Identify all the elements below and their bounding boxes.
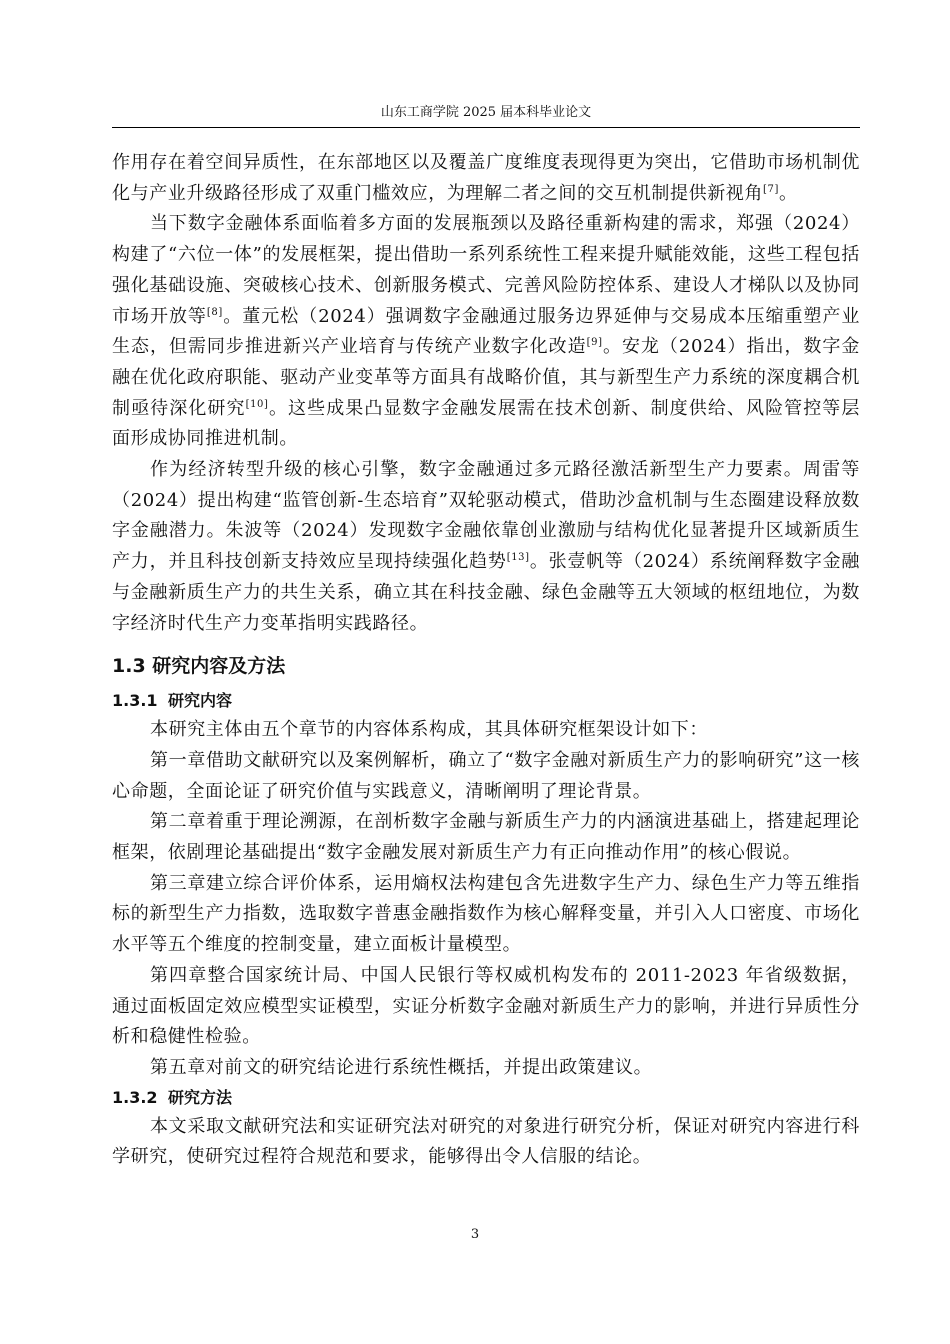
subsection-heading-1-3-2 <box>112 1086 860 1110</box>
citation-10: [10] <box>245 398 269 410</box>
content-paragraph: 第二章着重于理论溯源，在剖析数字金融与新质生产力的内涵演进基础上，搭建起理论框架，依剧理论基础提出“数字金融发展对新质生产力有正向推动作用”的核心假说。 <box>112 811 860 864</box>
p1-text-b: 。 <box>778 182 798 204</box>
page-body <box>112 148 860 1173</box>
subsection-number: 1.3.1 <box>112 691 158 711</box>
p2-text-d: 。这些成果凸显数字金融发展需在技术创新、制度供给、风险管控等层面形成协同推进机制。 <box>112 397 860 450</box>
p1-text-a: 作用存在着空间异质性，在东部地区以及覆盖广度维度表现得更为突出，它借助市场机制优化与产业升级路径形成了双重门槛效应，为理解二者之间的交互机制提供新视角 <box>112 152 860 204</box>
p3-text-a: 作为经济转型升级的核心引擎，数字金融通过多元路径激活新型生产力要素。周雷等（2024）提出构建“监管创新-生态培育”双轮驱动模式，借助沙盒机制与生态圈建设释放数字金融潜力。朱波等（2024）发现数字金融依靠创业激励与结构优化显著提升区域新质生产力，并且科技创新支持效应呈现持续强化趋势 <box>112 459 860 573</box>
content-paragraph: 第一章借助文献研究以及案例解析，确立了“数字金融对新质生产力的影响研究”这一核心命题，全面论证了研究价值与实践意义，清晰阐明了理论背景。 <box>112 749 860 802</box>
subsection-number: 1.3.2 <box>112 1087 158 1107</box>
subsection-heading-1-3-1 <box>112 689 860 713</box>
running-header: 山东工商学院 2025 届本科毕业论文 <box>380 105 592 120</box>
p3-text-b: 。张壹帆等（2024）系统阐释数字金融与金融新质生产力的共生关系，确立其在科技金融、绿色金融等五大领域的枢纽地位，为数字经济时代生产力变革指明实践路径。 <box>112 551 860 634</box>
header-rule <box>112 127 860 128</box>
content-paragraph: 本研究主体由五个章节的内容体系构成，其具体研究框架设计如下： <box>150 719 708 741</box>
p2-text-c: 。安龙（2024）指出，数字金融在优化政府职能、驱动产业变革等方面具有战略价值，其与新型生产力系统的深度耦合机制亟待深化研究 <box>112 336 860 419</box>
subsection-title: 研究内容 <box>168 691 233 711</box>
section-heading-1-3: 1.3 研究内容及方法 <box>112 655 286 678</box>
citation-13: [13] <box>506 552 530 564</box>
p2-text-b: 。董元松（2024）强调数字金融通过服务边界延伸与交易成本压缩重塑产业生态，但需同步推进新兴产业培育与传统产业数字化改造 <box>112 305 860 358</box>
p2-text-a: 当下数字金融体系面临着多方面的发展瓶颈以及路径重新构建的需求，郑强（2024）构建了“六位一体”的发展框架，提出借助一系列系统性工程来提升赋能效能，这些工程包括强化基础设施、突破核心技术、创新服务模式、完善风险防控体系、建设人才梯队以及协同市场开放等 <box>112 213 860 327</box>
methods-paragraph: 本文采取文献研究法和实证研究法对研究的对象进行研究分析，保证对研究内容进行科学研究，使研究过程符合规范和要求，能够得出令人信服的结论。 <box>112 1115 860 1168</box>
content-paragraph: 第四章整合国家统计局、中国人民银行等权威机构发布的 2011-2023 年省级数据，通过面板固定效应模型实证模型，实证分析数字金融对新质生产力的影响，并进行异质性分析和稳健性检验。 <box>112 964 860 1048</box>
subsection-title: 研究方法 <box>168 1087 233 1107</box>
citation-7: [7] <box>763 183 779 195</box>
paragraph-2 <box>112 209 860 455</box>
citation-8: [8] <box>206 306 223 318</box>
content-paragraph: 第五章对前文的研究结论进行系统性概括，并提出政策建议。 <box>150 1056 653 1078</box>
page-number: 3 <box>470 1227 480 1242</box>
citation-9: [9] <box>586 337 603 349</box>
content-paragraph: 第三章建立综合评价体系，运用熵权法构建包含先进数字生产力、绿色生产力等五维指标的新型生产力指数，选取数字普惠金融指数作为核心解释变量，并引入人口密度、市场化水平等五个维度的控制变量，建立面板计量模型。 <box>112 872 860 956</box>
paragraph-3 <box>112 455 860 639</box>
paragraph-1 <box>112 148 860 209</box>
